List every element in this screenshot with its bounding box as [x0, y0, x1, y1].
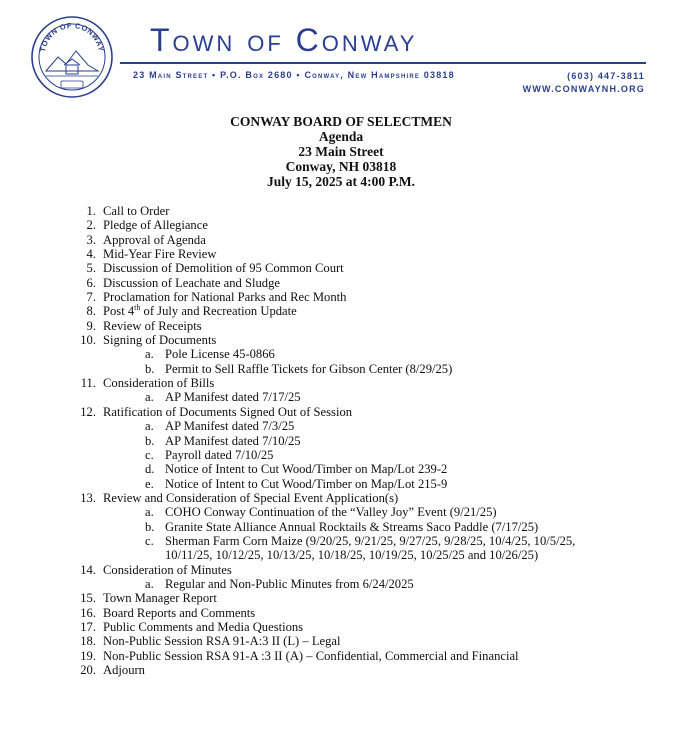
item-text: Call to Order: [103, 204, 170, 218]
letterhead-phone: (603) 447-3811: [567, 71, 645, 81]
subitem-text: AP Manifest dated 7/10/25: [165, 433, 301, 448]
subitem-letter: b.: [145, 519, 155, 534]
subitem-letter: a.: [145, 576, 154, 591]
agenda-subitem: [60, 534, 660, 548]
item-number: 7.: [86, 290, 96, 305]
item-number: 1.: [86, 204, 96, 218]
seal-text: TOWN OF CONWAY: [38, 20, 106, 53]
agenda-item: [60, 405, 660, 419]
item-text: Approval of Agenda: [103, 232, 206, 247]
item-text: Public Comments and Media Questions: [103, 619, 304, 634]
subitem-letter: a.: [145, 505, 154, 520]
item-number: 14.: [80, 562, 96, 577]
agenda-list: [60, 204, 660, 677]
item-number: 3.: [86, 232, 96, 247]
item-text: Town Manager Report: [103, 591, 217, 606]
item-text: Ratification of Documents Signed Out of Session: [103, 404, 353, 419]
item-number: 19.: [80, 648, 96, 663]
subitem-text: Pole License 45-0866: [165, 347, 275, 362]
item-text: Signing of Documents: [103, 333, 217, 348]
item-text: Discussion of Demolition of 95 Common Court: [103, 261, 344, 276]
item-text: Review and Consideration of Special Event Application(s): [103, 490, 399, 505]
subitem-letter: a.: [145, 419, 154, 434]
agenda-item: [60, 563, 660, 577]
agenda-subitem: [60, 520, 660, 534]
item-text: Adjourn: [103, 663, 145, 677]
item-number: 2.: [86, 218, 96, 233]
agenda-subitem: [60, 577, 660, 591]
item-text: Consideration of Bills: [103, 376, 215, 391]
subitem-letter: b.: [145, 361, 155, 376]
subitem-text: AP Manifest dated 7/17/25: [165, 390, 301, 405]
agenda-subitem: [60, 462, 660, 476]
letterhead-contact: [523, 70, 645, 96]
agenda-item: [60, 620, 660, 634]
letterhead-website: WWW.CONWAYNH.ORG: [522, 84, 645, 94]
agenda-item: [60, 290, 660, 304]
item-number: 16.: [80, 605, 96, 620]
agenda-subitem: [60, 434, 660, 448]
agenda-item: [60, 204, 660, 218]
subitem-text: Sherman Farm Corn Maize (9/20/25, 9/21/25, 9/27/25, 9/28/25, 10/4/25, 10/5/25,: [165, 533, 576, 548]
item-text-start: Post 4: [103, 304, 135, 319]
subitem-text: Permit to Sell Raffle Tickets for Gibson Center (8/29/25): [165, 361, 453, 376]
subitem-letter: a.: [145, 390, 154, 405]
item-number: 9.: [86, 318, 96, 333]
subitem-continuation: 10/11/25, 10/12/25, 10/13/25, 10/18/25, 10/19/25, 10/25/25 and 10/26/25): [165, 548, 539, 563]
agenda-subitem: [60, 347, 660, 361]
item-text: Proclamation for National Parks and Rec Month: [103, 290, 347, 305]
agenda-item: [60, 233, 660, 247]
item-text-end: of July and Recreation Update: [140, 304, 297, 319]
agenda-subitem: [60, 448, 660, 462]
subitem-letter: b.: [145, 433, 155, 448]
subitem-text: Notice of Intent to Cut Wood/Timber on Map/Lot 239-2: [165, 462, 448, 477]
item-number: 4.: [86, 247, 96, 262]
agenda-item: [60, 649, 660, 663]
item-text: Pledge of Allegiance: [103, 218, 208, 233]
agenda-item: [60, 276, 660, 290]
item-number: 20.: [80, 663, 96, 677]
agenda-subitem: [60, 390, 660, 404]
item-number: 18.: [80, 634, 96, 649]
agenda-item: [60, 261, 660, 275]
town-seal-logo: [30, 15, 114, 99]
meeting-date: July 15, 2025 at 4:00 P.M.: [267, 174, 415, 189]
item-number: 6.: [86, 275, 96, 290]
item-text: Non-Public Session RSA 91-A:3 II (L) – Legal: [103, 634, 341, 649]
agenda-item: [60, 333, 660, 347]
agenda-item: [60, 591, 660, 605]
subitem-text: Regular and Non-Public Minutes from 6/24/2025: [165, 576, 414, 591]
subitem-text: Payroll dated 7/10/25: [165, 447, 274, 462]
subitem-letter: a.: [145, 347, 154, 362]
item-text: Consideration of Minutes: [103, 562, 232, 577]
letterhead-divider: [120, 62, 646, 64]
subitem-text: AP Manifest dated 7/3/25: [165, 419, 295, 434]
agenda-subitem: [60, 505, 660, 519]
subitem-letter: d.: [145, 462, 155, 477]
agenda-item: [60, 247, 660, 261]
item-number: 13.: [80, 490, 96, 505]
document-type: Agenda: [318, 129, 364, 144]
meeting-street: 23 Main Street: [298, 144, 384, 159]
letterhead-title: Town of Conway: [150, 22, 418, 58]
item-text: Review of Receipts: [103, 318, 202, 333]
item-number: 17.: [80, 619, 96, 634]
agenda-item: [60, 491, 660, 505]
subitem-letter: c.: [145, 533, 154, 548]
item-number: 10.: [80, 333, 96, 348]
agenda-item: [60, 218, 660, 232]
subitem-text: Granite State Alliance Annual Rocktails & Streams Saco Paddle (7/17/25): [165, 519, 539, 534]
item-number: 12.: [80, 404, 96, 419]
agenda-item: [60, 376, 660, 390]
item-number: 11.: [80, 376, 96, 391]
item-text: Board Reports and Comments: [103, 605, 256, 620]
meeting-city: Conway, NH 03818: [285, 159, 397, 174]
agenda-item: [60, 634, 660, 648]
subitem-text: Notice of Intent to Cut Wood/Timber on Map/Lot 215-9: [165, 476, 448, 491]
item-text: Non-Public Session RSA 91-A :3 II (A) – Confidential, Commercial and Financial: [103, 648, 519, 663]
agenda-item: [60, 319, 660, 333]
agenda-heading: [0, 114, 682, 189]
agenda-item: [60, 663, 660, 677]
agenda-subitem: [60, 419, 660, 433]
item-text: Discussion of Leachate and Sludge: [103, 275, 280, 290]
agenda-item: [60, 606, 660, 620]
item-number: 8.: [86, 304, 96, 319]
agenda-subitem: [60, 362, 660, 376]
item-text: Mid-Year Fire Review: [103, 247, 217, 262]
ordinal-suffix: th: [134, 303, 141, 313]
subitem-letter: c.: [145, 447, 154, 462]
item-number: 5.: [86, 261, 96, 276]
letterhead-address: 23 Main Street • P.O. Box 2680 • Conway, New Hampshire 03818: [133, 70, 455, 80]
agenda-item: [60, 304, 660, 318]
agenda-subitem: [60, 477, 660, 491]
subitem-text: COHO Conway Continuation of the “Valley Joy” Event (9/21/25): [165, 505, 497, 520]
subitem-letter: e.: [145, 476, 154, 491]
item-number: 15.: [80, 591, 96, 606]
board-name: CONWAY BOARD OF SELECTMEN: [230, 114, 452, 129]
